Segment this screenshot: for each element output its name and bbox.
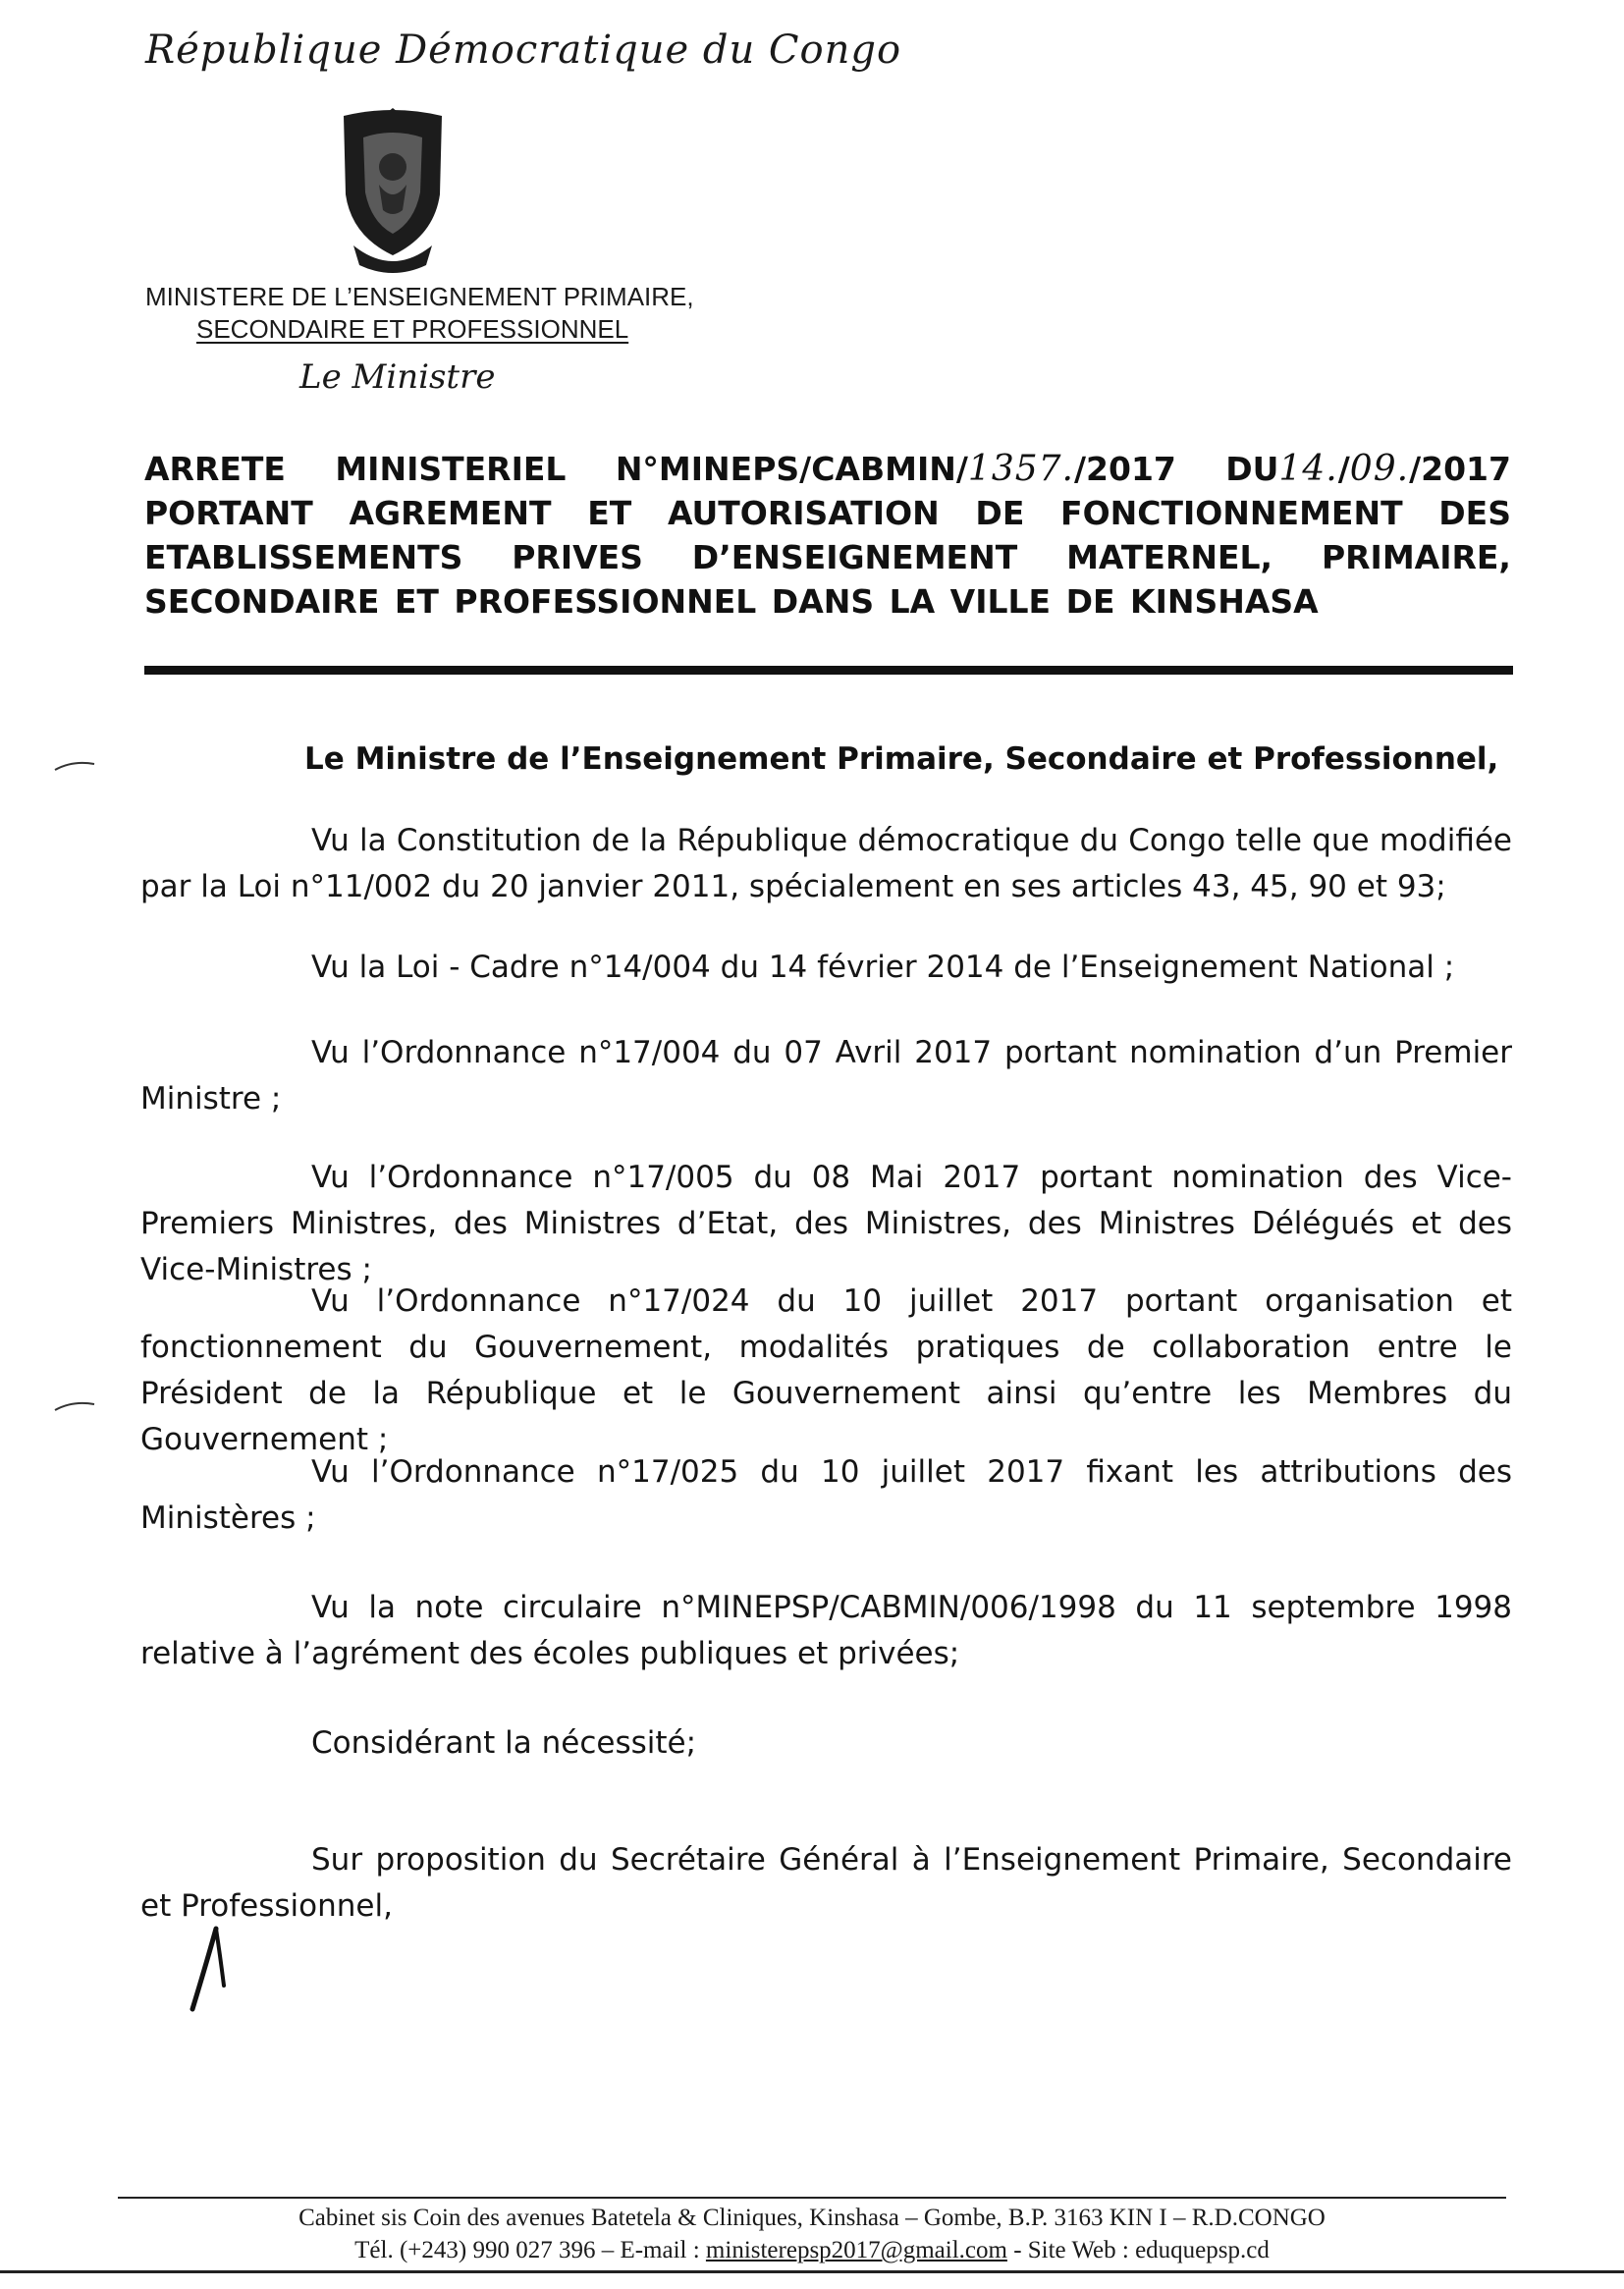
title-word: DES	[1438, 494, 1511, 532]
margin-mark	[53, 1398, 96, 1414]
paragraph-ordonnance-gouvernement: Vu l’Ordonnance n°17/024 du 10 juillet 2017 portant organisation et fonctionnement du Gouvernement, modalités pratiques de collaboration entre le Président de la République et le Gouvernement ainsi qu’entre les Membres du Gouvernement ;	[140, 1283, 1512, 1457]
ministry-line-2: SECONDAIRE ET PROFESSIONNEL	[196, 314, 629, 344]
title-line-2	[144, 491, 1511, 535]
title-word: ET	[587, 494, 632, 532]
title-word: MINISTERIEL	[335, 450, 567, 488]
title-word: FONCTIONNEMENT	[1060, 494, 1403, 532]
title-word: DE	[975, 494, 1025, 532]
le-ministre-signature-line: Le Ministre	[299, 357, 496, 397]
decree-reference: N°MINEPS/CABMIN/1357./2017	[615, 449, 1176, 489]
title-word: D’ENSEIGNEMENT	[691, 538, 1018, 576]
paragraph-ordonnance-premier-ministre: Vu l’Ordonnance n°17/004 du 07 Avril 2017 portant nomination d’un Premier Ministre ;	[140, 1035, 1512, 1117]
preamble-heading: Le Ministre de l’Enseignement Primaire, Secondaire et Professionnel,	[304, 741, 1499, 777]
paragraph-considerant: Considérant la nécessité;	[311, 1725, 697, 1761]
ministry-name	[145, 281, 694, 346]
title-word: AGREMENT	[349, 494, 552, 532]
title-word: PRIVES	[512, 538, 643, 576]
title-word: ARRETE	[144, 450, 286, 488]
paragraph-constitution: Vu la Constitution de la République démocratique du Congo telle que modifiée par la Loi n°11/002 du 20 janvier 2011, spécialement en ses articles 43, 45, 90 et 93;	[140, 823, 1512, 904]
title-word: AUTORISATION	[667, 494, 940, 532]
handwritten-month: 09.	[1349, 449, 1410, 489]
footer-divider	[118, 2197, 1506, 2199]
page-bottom-rule	[0, 2270, 1624, 2273]
decree-date: DU14./09./2017	[1225, 449, 1511, 489]
footer-contact: Tél. (+243) 990 027 396 – E-mail : ministerepsp2017@gmail.com - Site Web : eduquepsp.cd	[354, 2237, 1270, 2263]
title-line-4: SECONDAIRE ET PROFESSIONNEL DANS LA VILLE DE KINSHASA	[144, 582, 1319, 621]
paragraph-loi-cadre: Vu la Loi - Cadre n°14/004 du 14 février 2014 de l’Enseignement National ;	[311, 950, 1455, 985]
title-divider	[144, 666, 1513, 675]
paragraph-ordonnance-attributions: Vu l’Ordonnance n°17/025 du 10 juillet 2017 fixant les attributions des Ministères ;	[140, 1454, 1512, 1536]
footer-address: Cabinet sis Coin des avenues Batetela & Cliniques, Kinshasa – Gombe, B.P. 3163 KIN I – R.D.CONGO	[298, 2205, 1326, 2231]
coat-of-arms-icon	[324, 108, 461, 275]
republic-heading: République Démocratique du Congo	[145, 27, 902, 73]
title-line-1	[144, 447, 1511, 491]
handwritten-day: 14.	[1278, 449, 1338, 489]
title-word: ETABLISSEMENTS	[144, 538, 463, 576]
footer-email-link[interactable]: ministerepsp2017@gmail.com	[705, 2237, 1007, 2263]
ministry-line-1: MINISTERE DE L’ENSEIGNEMENT PRIMAIRE,	[145, 282, 694, 311]
paragraph-ordonnance-vice-premiers: Vu l’Ordonnance n°17/005 du 08 Mai 2017 portant nomination des Vice-Premiers Ministres, des Ministres d’Etat, des Ministres, des Ministres Délégués et des Vice-Ministres ;	[140, 1160, 1512, 1287]
decree-title	[144, 447, 1511, 624]
margin-mark	[53, 758, 96, 774]
title-word: MATERNEL,	[1066, 538, 1273, 576]
handwritten-initial-mark	[177, 1925, 236, 2013]
handwritten-number: 1357.	[967, 449, 1074, 489]
title-line-3	[144, 535, 1511, 579]
paragraph-note-circulaire: Vu la note circulaire n°MINEPSP/CABMIN/006/1998 du 11 septembre 1998 relative à l’agrément des écoles publiques et privées;	[140, 1590, 1512, 1671]
footer	[118, 2202, 1506, 2266]
paragraph-proposition: Sur proposition du Secrétaire Général à l’Enseignement Primaire, Secondaire et Professionnel,	[140, 1842, 1512, 1924]
title-word: PRIMAIRE,	[1321, 538, 1511, 576]
title-word: PORTANT	[144, 494, 313, 532]
